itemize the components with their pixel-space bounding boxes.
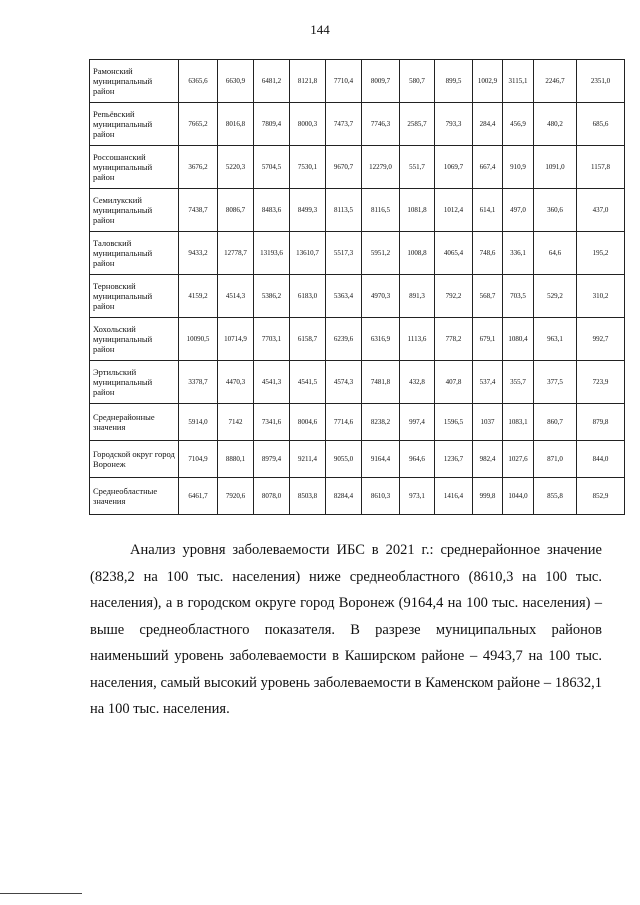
table-cell: 5704,5: [254, 146, 290, 189]
table-cell: 6316,9: [362, 318, 400, 361]
analysis-paragraph: Анализ уровня заболеваемости ИБС в 2021 г.: среднерайонное значение (8238,2 на 100 тыс. населения) ниже среднеобластного (8610,3 на 100 тыс. населения), а в городском округе город Воронеж (9164,4 на 100 тыс. населения) – выше среднеобластного показателя. В разрезе муниципальных районов наименьший уровень заболеваемости в Каширском районе – 4943,7 на 100 тыс. населения, самый высокий уровень заболеваемости в Каменском районе – 18632,1 на 100 тыс. населения.: [90, 542, 602, 717]
table-cell: 4065,4: [435, 232, 473, 275]
table-cell: 2246,7: [534, 60, 577, 103]
table-cell: 1081,8: [400, 189, 435, 232]
table-cell: 7530,1: [290, 146, 326, 189]
table-cell: 997,4: [400, 404, 435, 441]
table-cell: 4541,3: [254, 361, 290, 404]
table-cell: 480,2: [534, 103, 577, 146]
table-cell: 360,6: [534, 189, 577, 232]
table-cell: 8116,5: [362, 189, 400, 232]
table-cell: 679,1: [473, 318, 503, 361]
table-cell: 8499,3: [290, 189, 326, 232]
table-cell: 355,7: [503, 361, 534, 404]
table-cell: 336,1: [503, 232, 534, 275]
table-row: [90, 478, 625, 515]
row-label: Семилукский муниципальный район: [90, 189, 179, 232]
table-cell: 1083,1: [503, 404, 534, 441]
table-cell: 195,2: [577, 232, 625, 275]
table-cell: 7341,6: [254, 404, 290, 441]
row-label: Хохольский муниципальный район: [90, 318, 179, 361]
table-cell: 6158,7: [290, 318, 326, 361]
table-cell: 1596,5: [435, 404, 473, 441]
table-cell: 910,9: [503, 146, 534, 189]
table-cell: 437,0: [577, 189, 625, 232]
table-cell: 7710,4: [326, 60, 362, 103]
table-cell: 7703,1: [254, 318, 290, 361]
table-cell: 8503,8: [290, 478, 326, 515]
table-cell: 1008,8: [400, 232, 435, 275]
table-cell: 1012,4: [435, 189, 473, 232]
table-cell: 537,4: [473, 361, 503, 404]
page-number: 144: [310, 22, 330, 37]
table-body: [90, 60, 625, 515]
table-cell: 6630,9: [218, 60, 254, 103]
table-cell: 879,8: [577, 404, 625, 441]
table-cell: 899,5: [435, 60, 473, 103]
row-label: Среднеобластные значения: [90, 478, 179, 515]
table-cell: 8483,6: [254, 189, 290, 232]
table-cell: 7714,6: [326, 404, 362, 441]
table-cell: 497,0: [503, 189, 534, 232]
table-cell: 1113,6: [400, 318, 435, 361]
table-cell: 6461,7: [179, 478, 218, 515]
table-row: [90, 232, 625, 275]
table-cell: 8000,3: [290, 103, 326, 146]
table-cell: 6481,2: [254, 60, 290, 103]
table-cell: 5386,2: [254, 275, 290, 318]
table-cell: 793,3: [435, 103, 473, 146]
table-cell: 8880,1: [218, 441, 254, 478]
table-cell: 4574,3: [326, 361, 362, 404]
table-cell: 871,0: [534, 441, 577, 478]
table-cell: 4541,5: [290, 361, 326, 404]
table-cell: 9670,7: [326, 146, 362, 189]
table-cell: 982,4: [473, 441, 503, 478]
table-cell: 2585,7: [400, 103, 435, 146]
table-cell: 377,5: [534, 361, 577, 404]
table-cell: 703,5: [503, 275, 534, 318]
table-cell: 6239,6: [326, 318, 362, 361]
table-cell: 580,7: [400, 60, 435, 103]
table-cell: 7809,4: [254, 103, 290, 146]
table-cell: 1236,7: [435, 441, 473, 478]
table-cell: 568,7: [473, 275, 503, 318]
table-cell: 1080,4: [503, 318, 534, 361]
row-label: Городской округ город Воронеж: [90, 441, 179, 478]
table-cell: 614,1: [473, 189, 503, 232]
table-cell: 1027,6: [503, 441, 534, 478]
table-cell: 8284,4: [326, 478, 362, 515]
row-label: Таловский муниципальный район: [90, 232, 179, 275]
table-cell: 8121,8: [290, 60, 326, 103]
table-cell: 844,0: [577, 441, 625, 478]
table-cell: 1091,0: [534, 146, 577, 189]
table-cell: 1157,8: [577, 146, 625, 189]
table-cell: 310,2: [577, 275, 625, 318]
table-cell: 992,7: [577, 318, 625, 361]
table-cell: 1002,9: [473, 60, 503, 103]
table-cell: 1044,0: [503, 478, 534, 515]
table-cell: 8086,7: [218, 189, 254, 232]
table-cell: 8004,6: [290, 404, 326, 441]
table-cell: 685,6: [577, 103, 625, 146]
footer-divider: [0, 893, 82, 894]
table-row: [90, 103, 625, 146]
table-cell: 748,6: [473, 232, 503, 275]
table-cell: 9433,2: [179, 232, 218, 275]
table-cell: 3676,2: [179, 146, 218, 189]
table-cell: 3378,7: [179, 361, 218, 404]
table-cell: 5951,2: [362, 232, 400, 275]
table-cell: 964,6: [400, 441, 435, 478]
table-row: [90, 60, 625, 103]
table-cell: 8078,0: [254, 478, 290, 515]
table-cell: 1416,4: [435, 478, 473, 515]
table-cell: 7473,7: [326, 103, 362, 146]
table-cell: 284,4: [473, 103, 503, 146]
table-cell: 7665,2: [179, 103, 218, 146]
table-cell: 999,8: [473, 478, 503, 515]
table-cell: 7104,9: [179, 441, 218, 478]
table-cell: 3115,1: [503, 60, 534, 103]
table-cell: 5914,0: [179, 404, 218, 441]
table-cell: 8009,7: [362, 60, 400, 103]
table-cell: 855,8: [534, 478, 577, 515]
table-cell: 4470,3: [218, 361, 254, 404]
table-cell: 860,7: [534, 404, 577, 441]
table-cell: 13610,7: [290, 232, 326, 275]
table-cell: 963,1: [534, 318, 577, 361]
table-cell: 852,9: [577, 478, 625, 515]
table-cell: 10090,5: [179, 318, 218, 361]
table-cell: 6365,6: [179, 60, 218, 103]
table-cell: 723,9: [577, 361, 625, 404]
table-cell: 1037: [473, 404, 503, 441]
table-cell: 7438,7: [179, 189, 218, 232]
row-label: Россошанский муниципальный район: [90, 146, 179, 189]
table-cell: 13193,6: [254, 232, 290, 275]
table-cell: 7746,3: [362, 103, 400, 146]
table-cell: 9055,0: [326, 441, 362, 478]
table-cell: 6183,0: [290, 275, 326, 318]
table-cell: 7920,6: [218, 478, 254, 515]
table-cell: 8610,3: [362, 478, 400, 515]
table-cell: 8113,5: [326, 189, 362, 232]
table-cell: 8979,4: [254, 441, 290, 478]
table-row: [90, 441, 625, 478]
row-label: Среднерайонные значения: [90, 404, 179, 441]
table-cell: 432,8: [400, 361, 435, 404]
table-cell: 5517,3: [326, 232, 362, 275]
table-cell: 792,2: [435, 275, 473, 318]
row-label: Рамонский муниципальный район: [90, 60, 179, 103]
table-cell: 8238,2: [362, 404, 400, 441]
table-row: [90, 146, 625, 189]
table-cell: 7481,8: [362, 361, 400, 404]
table-cell: 2351,0: [577, 60, 625, 103]
table-cell: 4970,3: [362, 275, 400, 318]
table-row: [90, 318, 625, 361]
table-cell: 456,9: [503, 103, 534, 146]
row-label: Терновский муниципальный район: [90, 275, 179, 318]
table-cell: 9164,4: [362, 441, 400, 478]
table-cell: 9211,4: [290, 441, 326, 478]
table-cell: 1069,7: [435, 146, 473, 189]
table-cell: 10714,9: [218, 318, 254, 361]
table-cell: 891,3: [400, 275, 435, 318]
table-cell: 778,2: [435, 318, 473, 361]
statistics-table: [89, 59, 625, 515]
table-cell: 5363,4: [326, 275, 362, 318]
table-cell: 7142: [218, 404, 254, 441]
table-row: [90, 189, 625, 232]
table-row: [90, 361, 625, 404]
row-label: Репьёвский муниципальный район: [90, 103, 179, 146]
table-cell: 407,8: [435, 361, 473, 404]
table-cell: 4159,2: [179, 275, 218, 318]
table-cell: 8016,8: [218, 103, 254, 146]
table-cell: 5220,3: [218, 146, 254, 189]
table-row: [90, 275, 625, 318]
table-cell: 64,6: [534, 232, 577, 275]
table-cell: 551,7: [400, 146, 435, 189]
table-cell: 4514,3: [218, 275, 254, 318]
table-cell: 12778,7: [218, 232, 254, 275]
row-label: Эртильский муниципальный район: [90, 361, 179, 404]
table-cell: 12279,0: [362, 146, 400, 189]
table-cell: 529,2: [534, 275, 577, 318]
table-row: [90, 404, 625, 441]
table-cell: 667,4: [473, 146, 503, 189]
table-cell: 973,1: [400, 478, 435, 515]
